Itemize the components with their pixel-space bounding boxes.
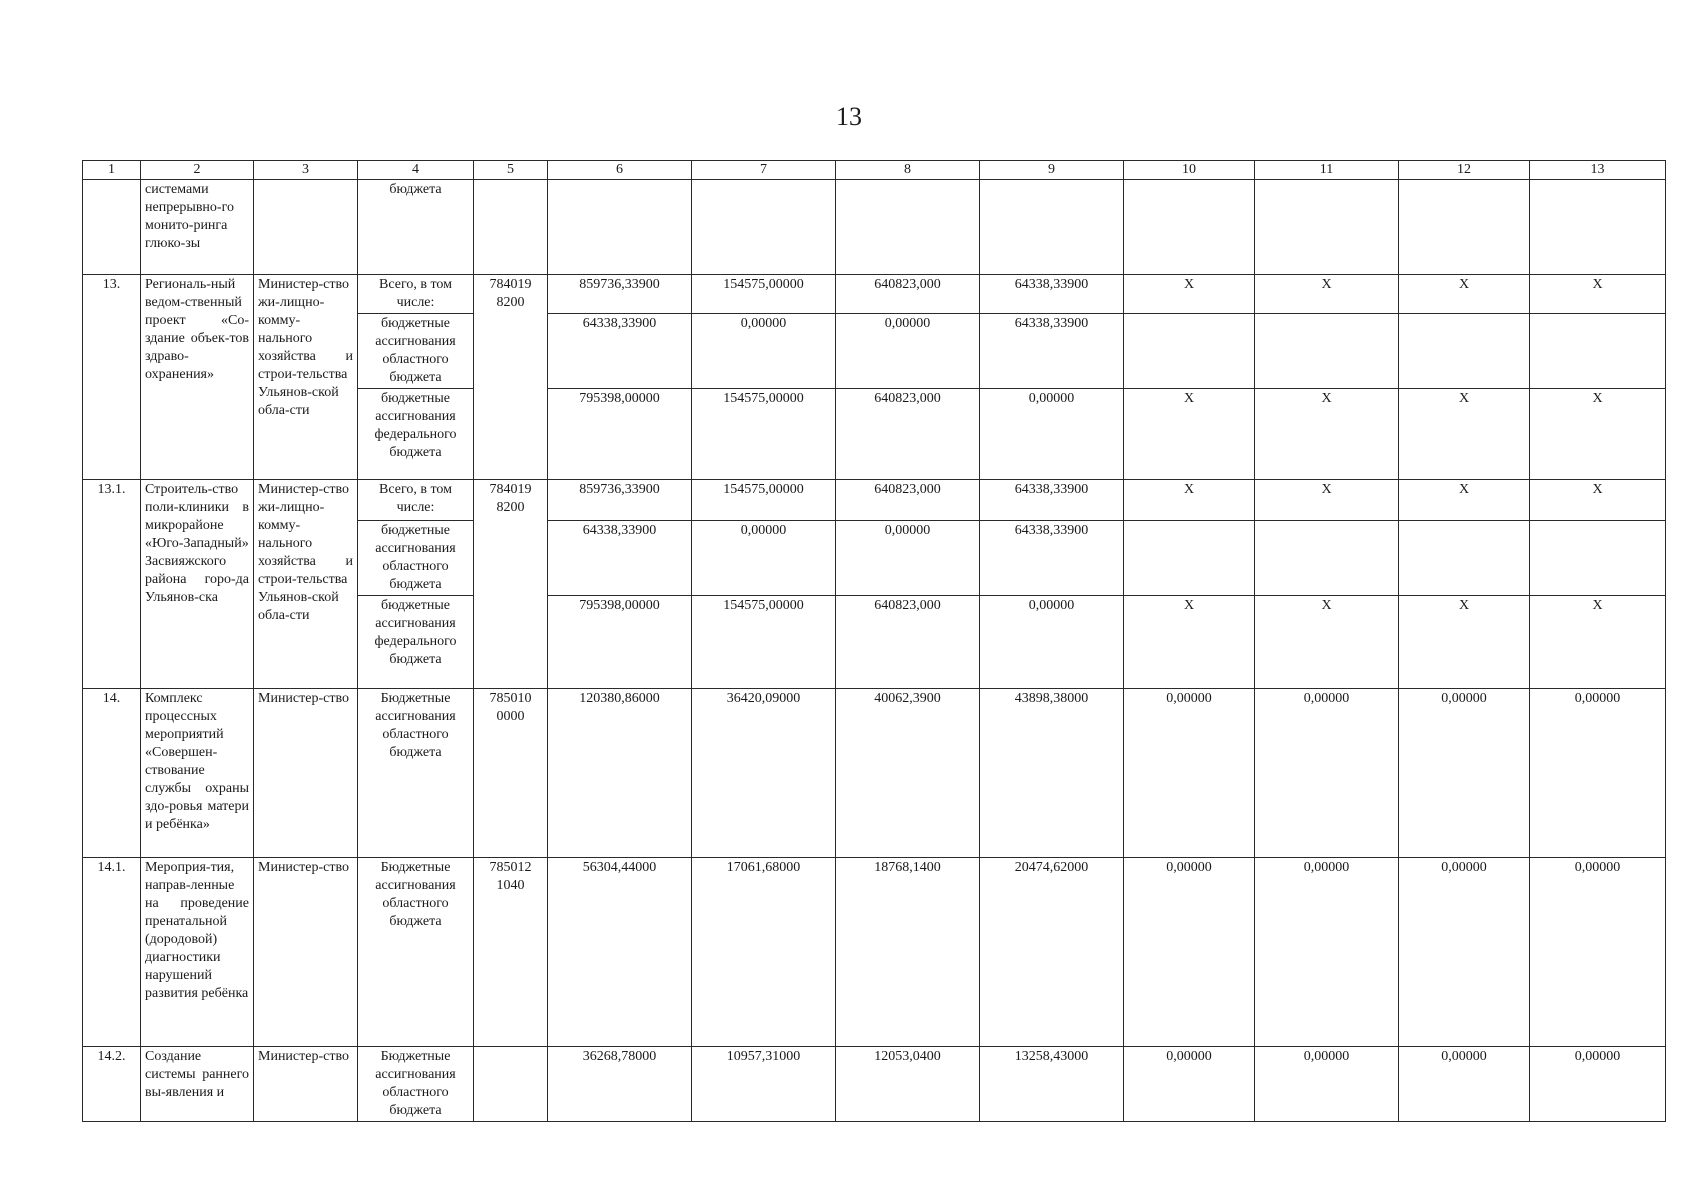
table-row — [83, 858, 1666, 1047]
value-cell: X — [1530, 389, 1666, 480]
value-cell: 0,00000 — [692, 314, 836, 389]
value-cell: X — [1530, 596, 1666, 689]
value-cell: 43898,38000 — [980, 689, 1124, 858]
value-cell — [1124, 314, 1255, 389]
budget-table — [82, 160, 1666, 1122]
value-cell: 0,00000 — [1530, 1047, 1666, 1122]
row-name: Комплекс процессных мероприятий «Совершен-ствование службы охраны здо-ровья матери и ребёнка» — [141, 689, 254, 858]
value-cell: 640823,000 — [836, 275, 980, 314]
column-header: 2 — [141, 161, 254, 180]
row-executor: Министер-ство жи-лищно-комму-нального хозяйства и строи-тельства Ульянов-ской обла-сти — [254, 275, 358, 480]
row-code — [474, 1047, 548, 1122]
value-cell: 0,00000 — [1255, 858, 1399, 1047]
value-cell: 0,00000 — [1530, 858, 1666, 1047]
funding-source: бюджетные ассигнования федерального бюджета — [358, 596, 474, 689]
value-cell — [1399, 314, 1530, 389]
row-name: Региональ-ный ведом-ственный проект «Со-здание объек-тов здраво-охранения» — [141, 275, 254, 480]
value-cell — [1255, 521, 1399, 596]
value-cell: X — [1124, 389, 1255, 480]
value-cell: 0,00000 — [1399, 1047, 1530, 1122]
value-cell: 36268,78000 — [548, 1047, 692, 1122]
value-cell: 64338,33900 — [980, 314, 1124, 389]
value-cell: X — [1124, 596, 1255, 689]
value-cell: X — [1124, 480, 1255, 521]
value-cell: X — [1530, 480, 1666, 521]
value-cell: 64338,33900 — [548, 314, 692, 389]
value-cell: X — [1255, 275, 1399, 314]
value-cell: 64338,33900 — [980, 480, 1124, 521]
table-row — [83, 1047, 1666, 1122]
value-cell: 859736,33900 — [548, 480, 692, 521]
row-number: 14. — [83, 689, 141, 858]
row-name: Строитель-ство поли-клиники в микрорайоне «Юго-Западный» Засвияжского района горо-да Ульянов-ска — [141, 480, 254, 689]
value-cell: 0,00000 — [1124, 858, 1255, 1047]
table-row — [83, 689, 1666, 858]
value-cell: 0,00000 — [1399, 689, 1530, 858]
value-cell: 64338,33900 — [980, 275, 1124, 314]
row-number: 14.2. — [83, 1047, 141, 1122]
value-cell: 640823,000 — [836, 596, 980, 689]
value-cell: X — [1399, 389, 1530, 480]
value-cell: 12053,0400 — [836, 1047, 980, 1122]
column-header: 11 — [1255, 161, 1399, 180]
value-cell: 40062,3900 — [836, 689, 980, 858]
column-header: 6 — [548, 161, 692, 180]
value-cell: X — [1255, 389, 1399, 480]
value-cell: 56304,44000 — [548, 858, 692, 1047]
value-cell: X — [1399, 596, 1530, 689]
value-cell: X — [1399, 480, 1530, 521]
row-code: 785012 1040 — [474, 858, 548, 1047]
value-cell — [1124, 521, 1255, 596]
row-name: Мероприя-тия, направ-ленные на проведение пренатальной (дородовой) диагностики нарушений развития ребёнка — [141, 858, 254, 1047]
row-name: Создание системы раннего вы-явления и — [141, 1047, 254, 1122]
row-executor: Министер-ство — [254, 858, 358, 1047]
column-header: 7 — [692, 161, 836, 180]
funding-source: Всего, в том числе: — [358, 275, 474, 314]
value-cell: X — [1530, 275, 1666, 314]
row-code: 785010 0000 — [474, 689, 548, 858]
value-cell: 0,00000 — [692, 521, 836, 596]
funding-source: бюджетные ассигнования областного бюджета — [358, 521, 474, 596]
value-cell: 64338,33900 — [548, 521, 692, 596]
column-header: 13 — [1530, 161, 1666, 180]
row-number: 13. — [83, 275, 141, 480]
value-cell: 120380,86000 — [548, 689, 692, 858]
funding-source: Бюджетные ассигнования областного бюджета — [358, 689, 474, 858]
value-cell: 640823,000 — [836, 480, 980, 521]
column-header: 10 — [1124, 161, 1255, 180]
value-cell: 640823,000 — [836, 389, 980, 480]
value-cell: 36420,09000 — [692, 689, 836, 858]
funding-source: Всего, в том числе: — [358, 480, 474, 521]
value-cell: X — [1124, 275, 1255, 314]
funding-source: бюджетные ассигнования областного бюджета — [358, 314, 474, 389]
row-executor: Министер-ство — [254, 689, 358, 858]
value-cell: 0,00000 — [980, 389, 1124, 480]
row-number: 13.1. — [83, 480, 141, 689]
value-cell: 859736,33900 — [548, 275, 692, 314]
value-cell: 0,00000 — [1124, 689, 1255, 858]
value-cell: 154575,00000 — [692, 389, 836, 480]
row-executor: Министер-ство — [254, 1047, 358, 1122]
row-code: 784019 8200 — [474, 480, 548, 689]
column-header: 12 — [1399, 161, 1530, 180]
value-cell: 795398,00000 — [548, 389, 692, 480]
value-cell: 0,00000 — [1530, 689, 1666, 858]
column-header: 3 — [254, 161, 358, 180]
value-cell: 0,00000 — [836, 521, 980, 596]
column-header: 9 — [980, 161, 1124, 180]
column-number-row — [83, 161, 1666, 180]
table-row-continuation — [83, 180, 1666, 275]
funding-source: Бюджетные ассигнования областного бюджета — [358, 858, 474, 1047]
value-cell: 0,00000 — [1399, 858, 1530, 1047]
value-cell: 154575,00000 — [692, 480, 836, 521]
value-cell: 795398,00000 — [548, 596, 692, 689]
column-header: 5 — [474, 161, 548, 180]
value-cell: 13258,43000 — [980, 1047, 1124, 1122]
table-row — [83, 275, 1666, 314]
value-cell — [1530, 521, 1666, 596]
funding-source: бюджета — [358, 180, 474, 275]
value-cell: 18768,1400 — [836, 858, 980, 1047]
value-cell — [1255, 314, 1399, 389]
value-cell: 0,00000 — [836, 314, 980, 389]
value-cell: X — [1255, 596, 1399, 689]
funding-source: Бюджетные ассигнования областного бюджета — [358, 1047, 474, 1122]
row-code: 784019 8200 — [474, 275, 548, 480]
value-cell — [1530, 314, 1666, 389]
page-number: 13 — [836, 102, 862, 131]
column-header: 8 — [836, 161, 980, 180]
value-cell: 20474,62000 — [980, 858, 1124, 1047]
value-cell: 154575,00000 — [692, 275, 836, 314]
value-cell: 17061,68000 — [692, 858, 836, 1047]
value-cell: 10957,31000 — [692, 1047, 836, 1122]
value-cell: 154575,00000 — [692, 596, 836, 689]
value-cell: 0,00000 — [1255, 689, 1399, 858]
value-cell: 0,00000 — [980, 596, 1124, 689]
column-header: 1 — [83, 161, 141, 180]
value-cell: 64338,33900 — [980, 521, 1124, 596]
table-row — [83, 480, 1666, 521]
value-cell: X — [1399, 275, 1530, 314]
funding-source: бюджетные ассигнования федерального бюджета — [358, 389, 474, 480]
value-cell: X — [1255, 480, 1399, 521]
value-cell: 0,00000 — [1124, 1047, 1255, 1122]
column-header: 4 — [358, 161, 474, 180]
value-cell — [1399, 521, 1530, 596]
row-name: системами непрерывно-го монито-ринга глюко-зы — [141, 180, 254, 275]
value-cell: 0,00000 — [1255, 1047, 1399, 1122]
row-number: 14.1. — [83, 858, 141, 1047]
row-executor: Министер-ство жи-лищно-комму-нального хозяйства и строи-тельства Ульянов-ской обла-сти — [254, 480, 358, 689]
